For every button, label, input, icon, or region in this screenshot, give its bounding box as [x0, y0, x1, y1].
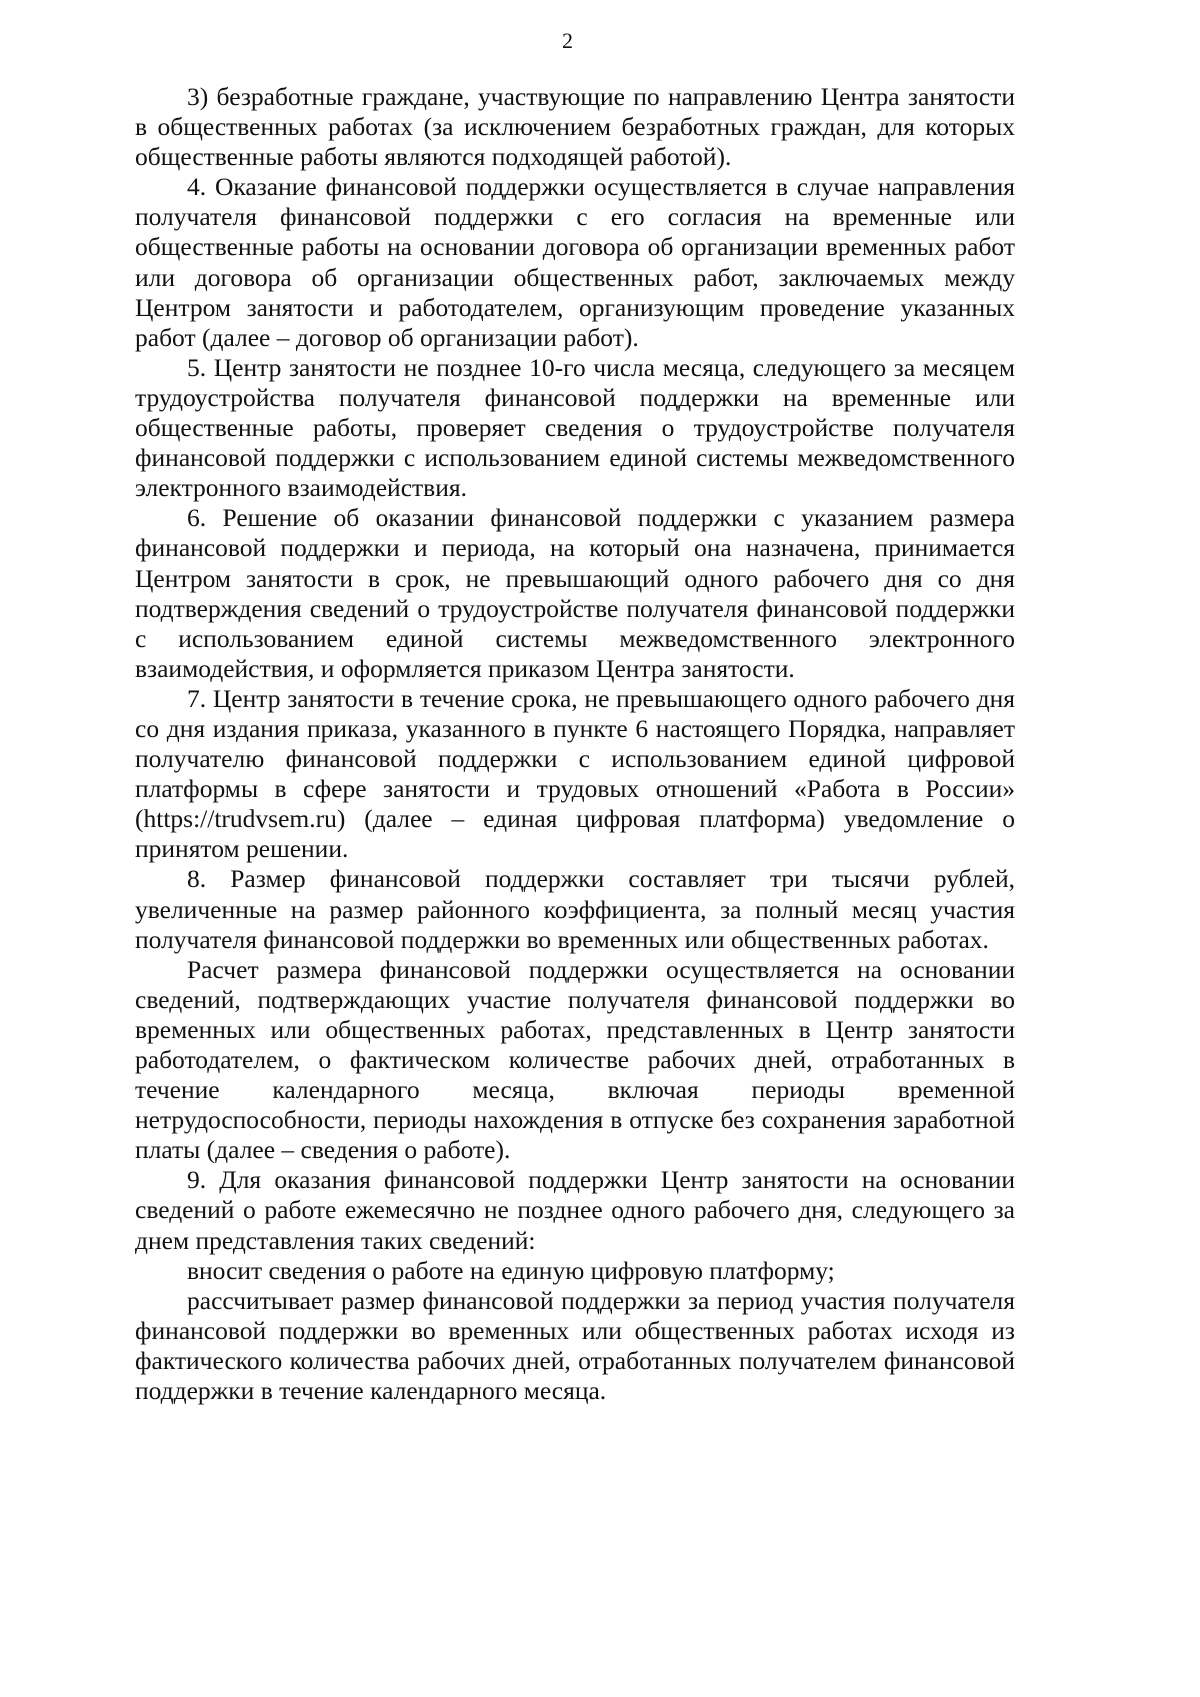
- paragraph-clause-6: 6. Решение об оказании финансовой поддержки с указанием размера финансовой поддержки и периода, на который она назначена, принимается Центром занятости в срок, не превышающий одного рабочего дня со дня подтверждения сведений о трудоустройстве получателя финансовой поддержки с использованием единой системы межведомственного электронного взаимодействия, и оформляется приказом Центра занятости.: [135, 503, 1015, 683]
- paragraph-item-3: 3) безработные граждане, участвующие по направлению Центра занятости в общественных работах (за исключением безработных граждан, для которых общественные работы являются подходящей работой).: [135, 82, 1015, 172]
- paragraph-clause-7: 7. Центр занятости в течение срока, не превышающего одного рабочего дня со дня издания приказа, указанного в пункте 6 настоящего Порядка, направляет получателю финансовой поддержки с использованием единой цифровой платформы в сфере занятости и трудовых отношений «Работа в России» (https://trudvsem.ru) (далее – единая цифровая платформа) уведомление о принятом решении.: [135, 683, 1015, 864]
- paragraph-clause-8: 8. Размер финансовой поддержки составляет три тысячи рублей, увеличенные на размер районного коэффициента, за полный месяц участия получателя финансовой поддержки во временных или общественных работах.: [135, 864, 1015, 954]
- paragraph-clause-5: 5. Центр занятости не позднее 10-го числа месяца, следующего за месяцем трудоустройства получателя финансовой поддержки на временные или общественные работы, проверяет сведения о трудоустройстве получателя финансовой поддержки с использованием единой системы межведомственного электронного взаимодействия.: [135, 352, 1015, 503]
- paragraph-clause-4: 4. Оказание финансовой поддержки осуществляется в случае направления получателя финансовой поддержки с его согласия на временные или общественные работы на основании договора об организации временных работ или договора об организации общественных работ, заключаемых между Центром занятости и работодателем, организующим проведение указанных работ (далее – договор об организации работ).: [135, 172, 1015, 352]
- paragraph-clause-9: 9. Для оказания финансовой поддержки Центр занятости на основании сведений о работе ежемесячно не позднее одного рабочего дня, следующего за днем представления таких сведений:: [135, 1165, 1015, 1255]
- document-body: [135, 82, 1015, 1406]
- page-number: 2: [562, 28, 573, 53]
- paragraph-calculation: Расчет размера финансовой поддержки осуществляется на основании сведений, подтверждающих участие получателя финансовой поддержки во временных или общественных работах, представленных в Центр занятости работодателем, о фактическом количестве рабочих дней, отработанных в течение календарного месяца, включая периоды временной нетрудоспособности, периоды нахождения в отпуске без сохранения заработной платы (далее – сведения о работе).: [135, 954, 1015, 1165]
- paragraph-clause-9-action-1: вносит сведения о работе на единую цифровую платформу;: [187, 1255, 835, 1285]
- paragraph-clause-9-action-2: рассчитывает размер финансовой поддержки за период участия получателя финансовой поддержки во временных или общественных работах исходя из фактического количества рабочих дней, отработанных получателем финансовой поддержки в течение календарного месяца.: [135, 1285, 1015, 1406]
